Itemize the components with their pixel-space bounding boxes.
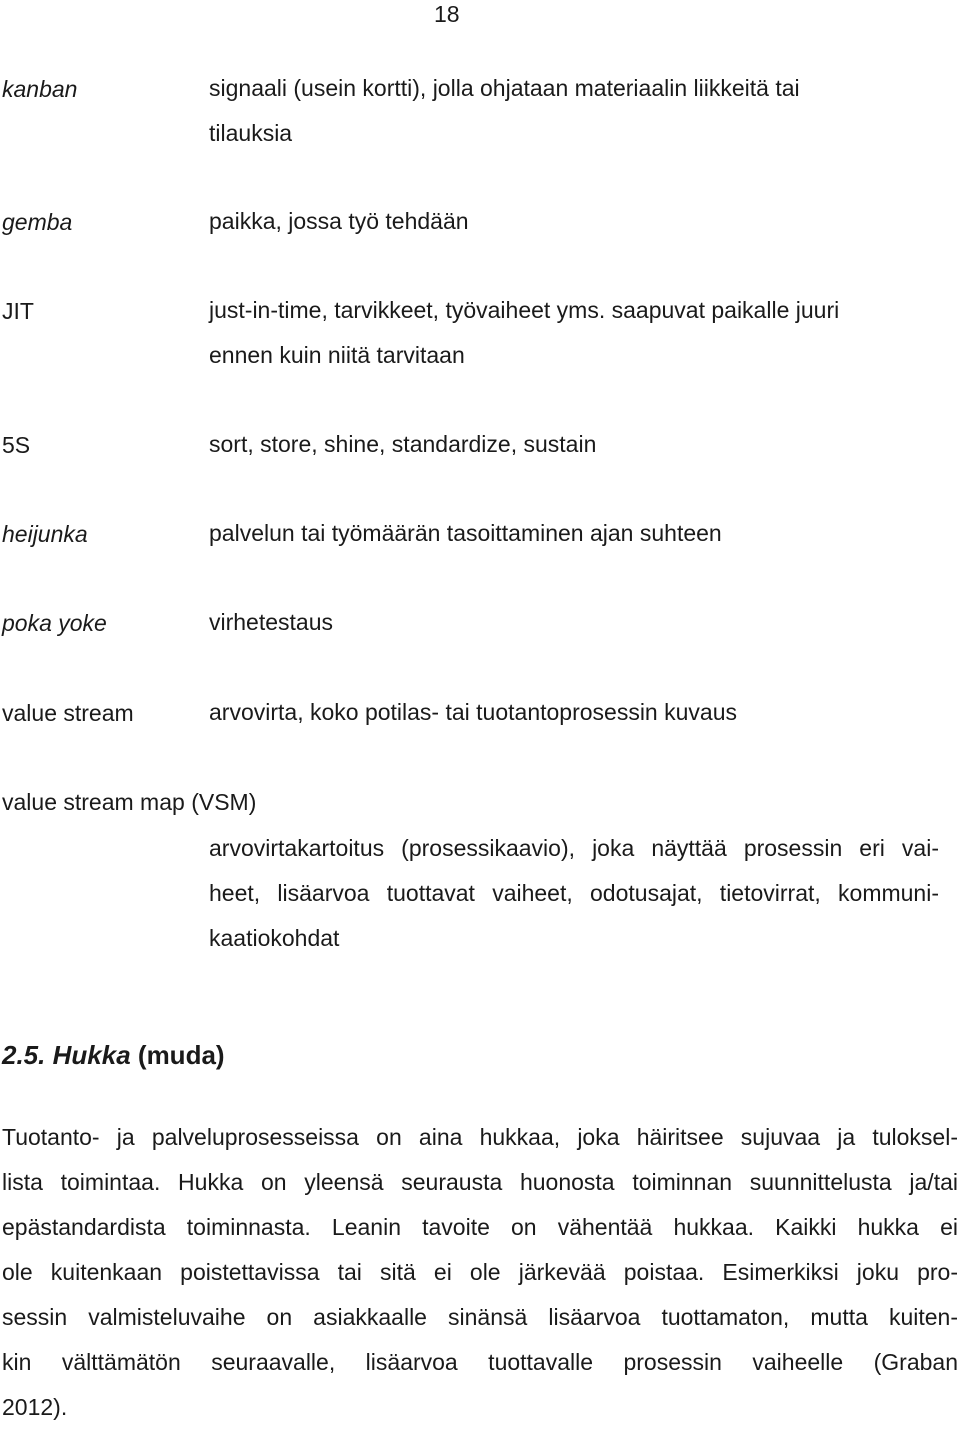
paragraph-line: kin välttämätön seuraavalle, lisäarvoa tuottavalle prosessin vaiheelle (Graban bbox=[2, 1349, 958, 1375]
definition-line: arvovirtakartoitus (prosessikaavio), joka näyttää prosessin eri vai- bbox=[209, 835, 939, 861]
paragraph-line: Tuotanto- ja palveluprosesseissa on aina hukkaa, joka häiritsee sujuvaa ja tuloksel- bbox=[2, 1124, 958, 1150]
paragraph-line: 2012). bbox=[2, 1394, 68, 1420]
paragraph-line: sessin valmisteluvaihe on asiakkaalle sinänsä lisäarvoa tuottamaton, mutta kuiten- bbox=[2, 1304, 958, 1330]
glossary-term-kanban: kanban bbox=[2, 76, 78, 102]
definition-line: just-in-time, tarvikkeet, työvaiheet yms. saapuvat paikalle juuri bbox=[209, 297, 840, 323]
glossary-term-poka-yoke: poka yoke bbox=[2, 610, 107, 636]
definition-line: kaatiokohdat bbox=[209, 925, 340, 951]
definition-line: virhetestaus bbox=[209, 609, 334, 635]
glossary-definition-poka-yoke bbox=[209, 600, 939, 645]
glossary-term-5s: 5S bbox=[2, 432, 31, 458]
glossary-definition-5s bbox=[209, 422, 939, 467]
section-paren-close: ) bbox=[215, 1040, 225, 1070]
glossary-definition-heijunka bbox=[209, 511, 939, 556]
section-subtitle: muda bbox=[146, 1040, 216, 1070]
glossary-definition-jit bbox=[209, 288, 939, 378]
definition-line: paikka, jossa työ tehdään bbox=[209, 208, 469, 234]
definition-line: heet, lisäarvoa tuottavat vaiheet, odotusajat, tietovirrat, kommuni- bbox=[209, 880, 939, 906]
section-heading bbox=[2, 1038, 225, 1072]
definition-line: sort, store, shine, standardize, sustain bbox=[209, 431, 597, 457]
glossary-term-heijunka: heijunka bbox=[2, 521, 88, 547]
glossary-term-value-stream: value stream bbox=[2, 700, 134, 726]
body-paragraph bbox=[2, 1115, 958, 1430]
glossary-term-value-stream-map: value stream map (VSM) bbox=[2, 789, 257, 815]
section-number: 2.5. bbox=[2, 1040, 46, 1070]
definition-line: tilauksia bbox=[209, 120, 293, 146]
glossary-term-gemba: gemba bbox=[2, 209, 73, 235]
glossary-definition-gemba bbox=[209, 199, 939, 244]
glossary-definition-kanban bbox=[209, 66, 939, 156]
section-paren-open: ( bbox=[137, 1040, 147, 1070]
definition-line: palvelun tai työmäärän tasoittaminen ajan suhteen bbox=[209, 520, 722, 546]
definition-line: arvovirta, koko potilas- tai tuotantoprosessin kuvaus bbox=[209, 699, 737, 725]
definition-line: signaali (usein kortti), jolla ohjataan materiaalin liikkeitä tai bbox=[209, 75, 800, 101]
section-title: Hukka bbox=[52, 1040, 131, 1070]
paragraph-line: lista toimintaa. Hukka on yleensä seurausta huonosta toiminnan suunnittelusta ja/tai bbox=[2, 1169, 958, 1195]
definition-line: ennen kuin niitä tarvitaan bbox=[209, 342, 465, 368]
glossary-term-jit: JIT bbox=[2, 298, 34, 324]
glossary-definition-value-stream-map bbox=[209, 826, 939, 961]
paragraph-line: epästandardista toiminnasta. Leanin tavoite on vähentää hukkaa. Kaikki hukka ei bbox=[2, 1214, 958, 1240]
glossary-definition-value-stream bbox=[209, 690, 939, 735]
paragraph-line: ole kuitenkaan poistettavissa tai sitä ei ole järkevää poistaa. Esimerkiksi joku pro- bbox=[2, 1259, 958, 1285]
page-number: 18 bbox=[434, 1, 460, 27]
